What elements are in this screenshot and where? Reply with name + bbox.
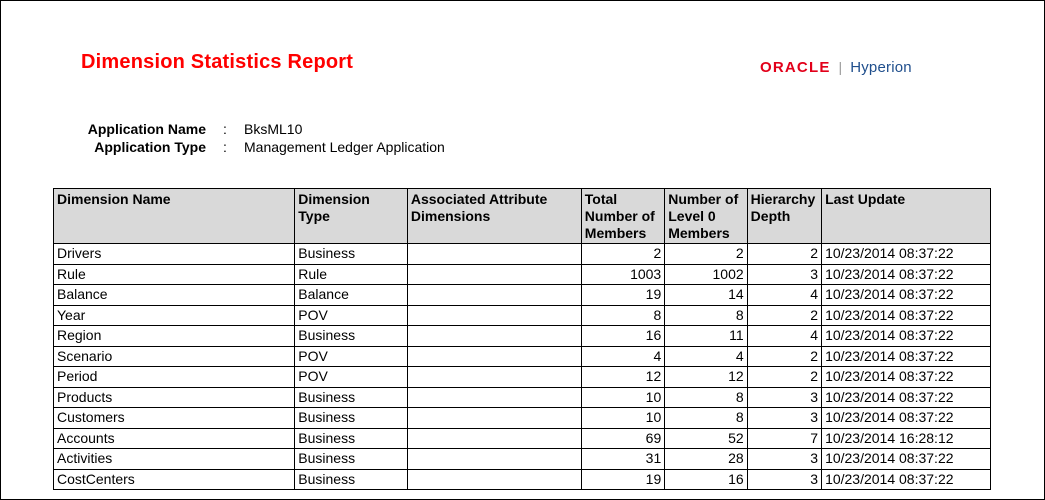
cell-associated-attribute <box>407 408 581 429</box>
table-row <box>54 387 991 408</box>
cell-hierarchy-depth: 2 <box>747 367 821 388</box>
header-number-of-level-0-members: Number of Level 0 Members <box>665 189 747 244</box>
cell-level0-members: 8 <box>665 305 747 326</box>
cell-last-update: 10/23/2014 08:37:22 <box>822 244 991 265</box>
cell-level0-members: 14 <box>665 285 747 306</box>
cell-total-members: 19 <box>581 469 664 490</box>
cell-hierarchy-depth: 3 <box>747 264 821 285</box>
oracle-hyperion-logo <box>760 59 912 79</box>
cell-last-update: 10/23/2014 08:37:22 <box>822 469 991 490</box>
table-row <box>54 428 991 449</box>
cell-level0-members: 16 <box>665 469 747 490</box>
cell-last-update: 10/23/2014 08:37:22 <box>822 449 991 470</box>
cell-total-members: 16 <box>581 326 664 347</box>
cell-dimension-name: Year <box>54 305 295 326</box>
cell-dimension-type: Business <box>295 244 408 265</box>
cell-dimension-name: Rule <box>54 264 295 285</box>
cell-total-members: 4 <box>581 346 664 367</box>
cell-dimension-name: CostCenters <box>54 469 295 490</box>
cell-associated-attribute <box>407 244 581 265</box>
cell-level0-members: 4 <box>665 346 747 367</box>
cell-total-members: 19 <box>581 285 664 306</box>
cell-associated-attribute <box>407 305 581 326</box>
cell-total-members: 10 <box>581 408 664 429</box>
cell-associated-attribute <box>407 428 581 449</box>
cell-total-members: 1003 <box>581 264 664 285</box>
cell-dimension-name: Products <box>54 387 295 408</box>
cell-dimension-type: Rule <box>295 264 408 285</box>
oracle-logo-text: ORACLE <box>760 59 831 76</box>
cell-hierarchy-depth: 2 <box>747 346 821 367</box>
cell-dimension-name: Period <box>54 367 295 388</box>
application-name-row <box>61 120 445 138</box>
application-type-label: Application Type <box>94 139 206 155</box>
cell-associated-attribute <box>407 387 581 408</box>
cell-dimension-type: Business <box>295 428 408 449</box>
table-row <box>54 326 991 347</box>
table-row <box>54 408 991 429</box>
cell-dimension-type: Business <box>295 449 408 470</box>
cell-hierarchy-depth: 4 <box>747 285 821 306</box>
cell-dimension-type: POV <box>295 305 408 326</box>
cell-last-update: 10/23/2014 08:37:22 <box>822 264 991 285</box>
cell-total-members: 69 <box>581 428 664 449</box>
cell-last-update: 10/23/2014 08:37:22 <box>822 285 991 306</box>
cell-dimension-name: Region <box>54 326 295 347</box>
application-type-colon: : <box>223 139 227 155</box>
header-hierarchy-depth: Hierarchy Depth <box>747 189 821 244</box>
cell-dimension-name: Activities <box>54 449 295 470</box>
header-total-number-of-members: Total Number of Members <box>581 189 664 244</box>
cell-level0-members: 8 <box>665 387 747 408</box>
table-row <box>54 346 991 367</box>
cell-associated-attribute <box>407 264 581 285</box>
cell-level0-members: 8 <box>665 408 747 429</box>
cell-level0-members: 28 <box>665 449 747 470</box>
hyperion-logo-text: Hyperion <box>850 59 912 76</box>
cell-dimension-type: Business <box>295 326 408 347</box>
cell-dimension-name: Customers <box>54 408 295 429</box>
cell-associated-attribute <box>407 367 581 388</box>
cell-associated-attribute <box>407 285 581 306</box>
table-row <box>54 367 991 388</box>
cell-hierarchy-depth: 3 <box>747 449 821 470</box>
cell-level0-members: 11 <box>665 326 747 347</box>
cell-last-update: 10/23/2014 08:37:22 <box>822 408 991 429</box>
application-info <box>61 120 445 156</box>
application-name-label: Application Name <box>87 121 206 137</box>
header-last-update: Last Update <box>822 189 991 244</box>
cell-last-update: 10/23/2014 08:37:22 <box>822 305 991 326</box>
table-header-row <box>54 189 991 244</box>
cell-associated-attribute <box>407 469 581 490</box>
header-dimension-type: Dimension Type <box>295 189 408 244</box>
dimension-statistics-table <box>53 188 991 490</box>
cell-level0-members: 12 <box>665 367 747 388</box>
cell-dimension-type: Business <box>295 387 408 408</box>
table-body <box>54 244 991 490</box>
cell-dimension-name: Balance <box>54 285 295 306</box>
table-row <box>54 449 991 470</box>
cell-total-members: 12 <box>581 367 664 388</box>
application-type-row <box>61 138 445 156</box>
cell-dimension-type: Business <box>295 469 408 490</box>
cell-hierarchy-depth: 2 <box>747 305 821 326</box>
cell-last-update: 10/23/2014 08:37:22 <box>822 367 991 388</box>
cell-last-update: 10/23/2014 08:37:22 <box>822 326 991 347</box>
cell-hierarchy-depth: 3 <box>747 387 821 408</box>
cell-dimension-name: Scenario <box>54 346 295 367</box>
cell-total-members: 8 <box>581 305 664 326</box>
cell-associated-attribute <box>407 449 581 470</box>
cell-level0-members: 1002 <box>665 264 747 285</box>
cell-last-update: 10/23/2014 08:37:22 <box>822 387 991 408</box>
cell-level0-members: 52 <box>665 428 747 449</box>
header-associated-attribute-dimensions: Associated Attribute Dimensions <box>407 189 581 244</box>
application-type-value: Management Ledger Application <box>244 139 445 155</box>
cell-hierarchy-depth: 3 <box>747 469 821 490</box>
table-row <box>54 264 991 285</box>
cell-hierarchy-depth: 2 <box>747 244 821 265</box>
cell-hierarchy-depth: 3 <box>747 408 821 429</box>
cell-associated-attribute <box>407 346 581 367</box>
cell-dimension-type: Business <box>295 408 408 429</box>
cell-associated-attribute <box>407 326 581 347</box>
cell-total-members: 2 <box>581 244 664 265</box>
cell-dimension-type: POV <box>295 346 408 367</box>
cell-dimension-type: Balance <box>295 285 408 306</box>
cell-hierarchy-depth: 7 <box>747 428 821 449</box>
table-row <box>54 305 991 326</box>
cell-total-members: 10 <box>581 387 664 408</box>
table-row <box>54 469 991 490</box>
cell-last-update: 10/23/2014 16:28:12 <box>822 428 991 449</box>
cell-total-members: 31 <box>581 449 664 470</box>
application-name-value: BksML10 <box>244 121 303 137</box>
logo-separator: | <box>838 59 843 75</box>
table-row <box>54 244 991 265</box>
cell-level0-members: 2 <box>665 244 747 265</box>
application-name-colon: : <box>223 121 227 137</box>
cell-dimension-name: Drivers <box>54 244 295 265</box>
report-title: Dimension Statistics Report <box>81 51 354 73</box>
cell-dimension-type: POV <box>295 367 408 388</box>
cell-dimension-name: Accounts <box>54 428 295 449</box>
cell-last-update: 10/23/2014 08:37:22 <box>822 346 991 367</box>
table-row <box>54 285 991 306</box>
cell-hierarchy-depth: 4 <box>747 326 821 347</box>
header-dimension-name: Dimension Name <box>54 189 295 244</box>
